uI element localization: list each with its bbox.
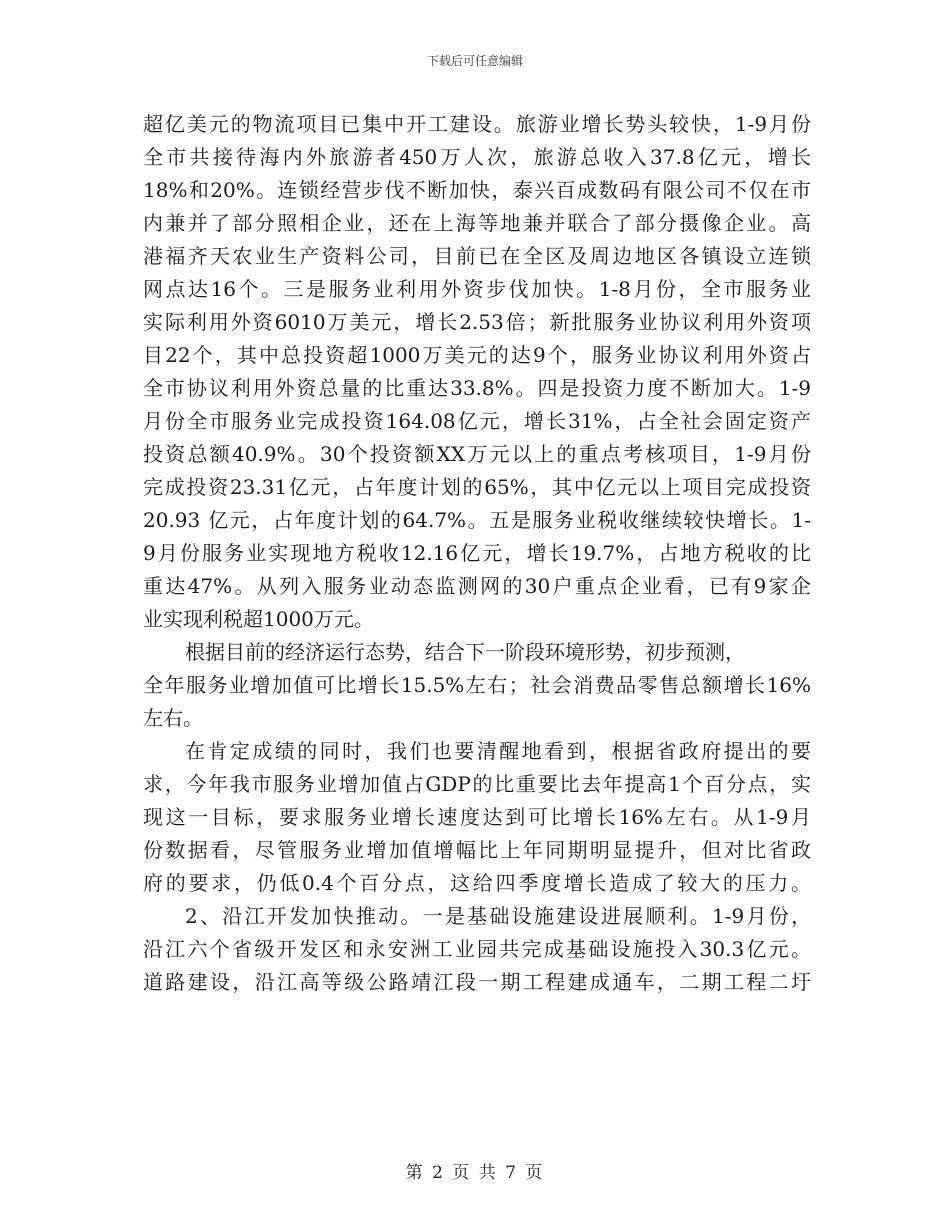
text-line: 全年服务业增加值可比增长15.5%左右；社会消费品零售总额增长16% — [143, 673, 811, 697]
text-line: 现这一目标，要求服务业增长速度达到可比增长16%左右。从1-9月 — [143, 805, 811, 829]
text-line: 全市协议利用外资总量的比重达33.8%。四是投资力度不断加大。1-9 — [143, 376, 811, 400]
text-line: 实际利用外资6010万美元，增长2.53倍；新批服务业协议利用外资项 — [143, 310, 811, 334]
text-line: 左右。 — [143, 706, 203, 730]
document-body — [143, 108, 811, 999]
text-line: 全市共接待海内外旅游者450万人次，旅游总收入37.8亿元，增长 — [143, 145, 811, 169]
text-line: 府的要求，仍低0.4个百分点，这给四季度增长造成了较大的压力。 — [143, 871, 811, 895]
text-line: 网点达16个。三是服务业利用外资步伐加快。1-8月份，全市服务业 — [143, 277, 811, 301]
text-line: 超亿美元的物流项目已集中开工建设。旅游业增长势头较快，1-9月份 — [143, 112, 811, 136]
text-line: 18%和20%。连锁经营步伐不断加快，泰兴百成数码有限公司不仅在市 — [143, 178, 811, 202]
text-line: 2、沿江开发加快推动。一是基础设施建设进展顺利。1-9月份， — [185, 904, 811, 928]
text-line: 重达47%。从列入服务业动态监测网的30户重点企业看，已有9家企 — [143, 574, 811, 598]
text-line: 业实现利税超1000万元。 — [143, 607, 374, 631]
text-line: 港福齐天农业生产资料公司，目前已在全区及周边地区各镇设立连锁 — [143, 244, 811, 268]
text-line: 求，今年我市服务业增加值占GDP的比重要比去年提高1个百分点，实 — [143, 772, 811, 796]
text-line: 完成投资23.31亿元，占年度计划的65%，其中亿元以上项目完成投资 — [143, 475, 811, 499]
text-line: 月份全市服务业完成投资164.08亿元，增长31%，占全社会固定资产 — [143, 409, 811, 433]
page-header: 下载后可任意编辑 — [426, 54, 523, 68]
text-line: 9月份服务业实现地方税收12.16亿元，增长19.7%，占地方税收的比 — [143, 541, 811, 565]
text-line: 道路建设，沿江高等级公路靖江段一期工程建成通车，二期工程二圩 — [143, 970, 811, 994]
text-line: 内兼并了部分照相企业，还在上海等地兼并联合了部分摄像企业。高 — [143, 211, 811, 235]
text-line: 份数据看，尽管服务业增加值增幅比上年同期明显提升，但对比省政 — [143, 838, 811, 862]
page-footer: 第 2 页 共 7 页 — [405, 1163, 545, 1183]
text-line: 投资总额40.9%。30个投资额XX万元以上的重点考核项目，1-9月份 — [143, 442, 811, 466]
text-line: 目22个，其中总投资超1000万美元的达9个，服务业协议利用外资占 — [143, 343, 811, 367]
text-line: 20.93 亿元，占年度计划的64.7%。五是服务业税收继续较快增长。1- — [143, 508, 811, 532]
text-line: 在肯定成绩的同时，我们也要清醒地看到，根据省政府提出的要 — [185, 739, 811, 763]
text-line: 沿江六个省级开发区和永安洲工业园共完成基础设施投入30.3亿元。 — [143, 937, 811, 961]
text-line: 根据目前的经济运行态势，结合下一阶段环境形势，初步预测， — [185, 640, 745, 664]
